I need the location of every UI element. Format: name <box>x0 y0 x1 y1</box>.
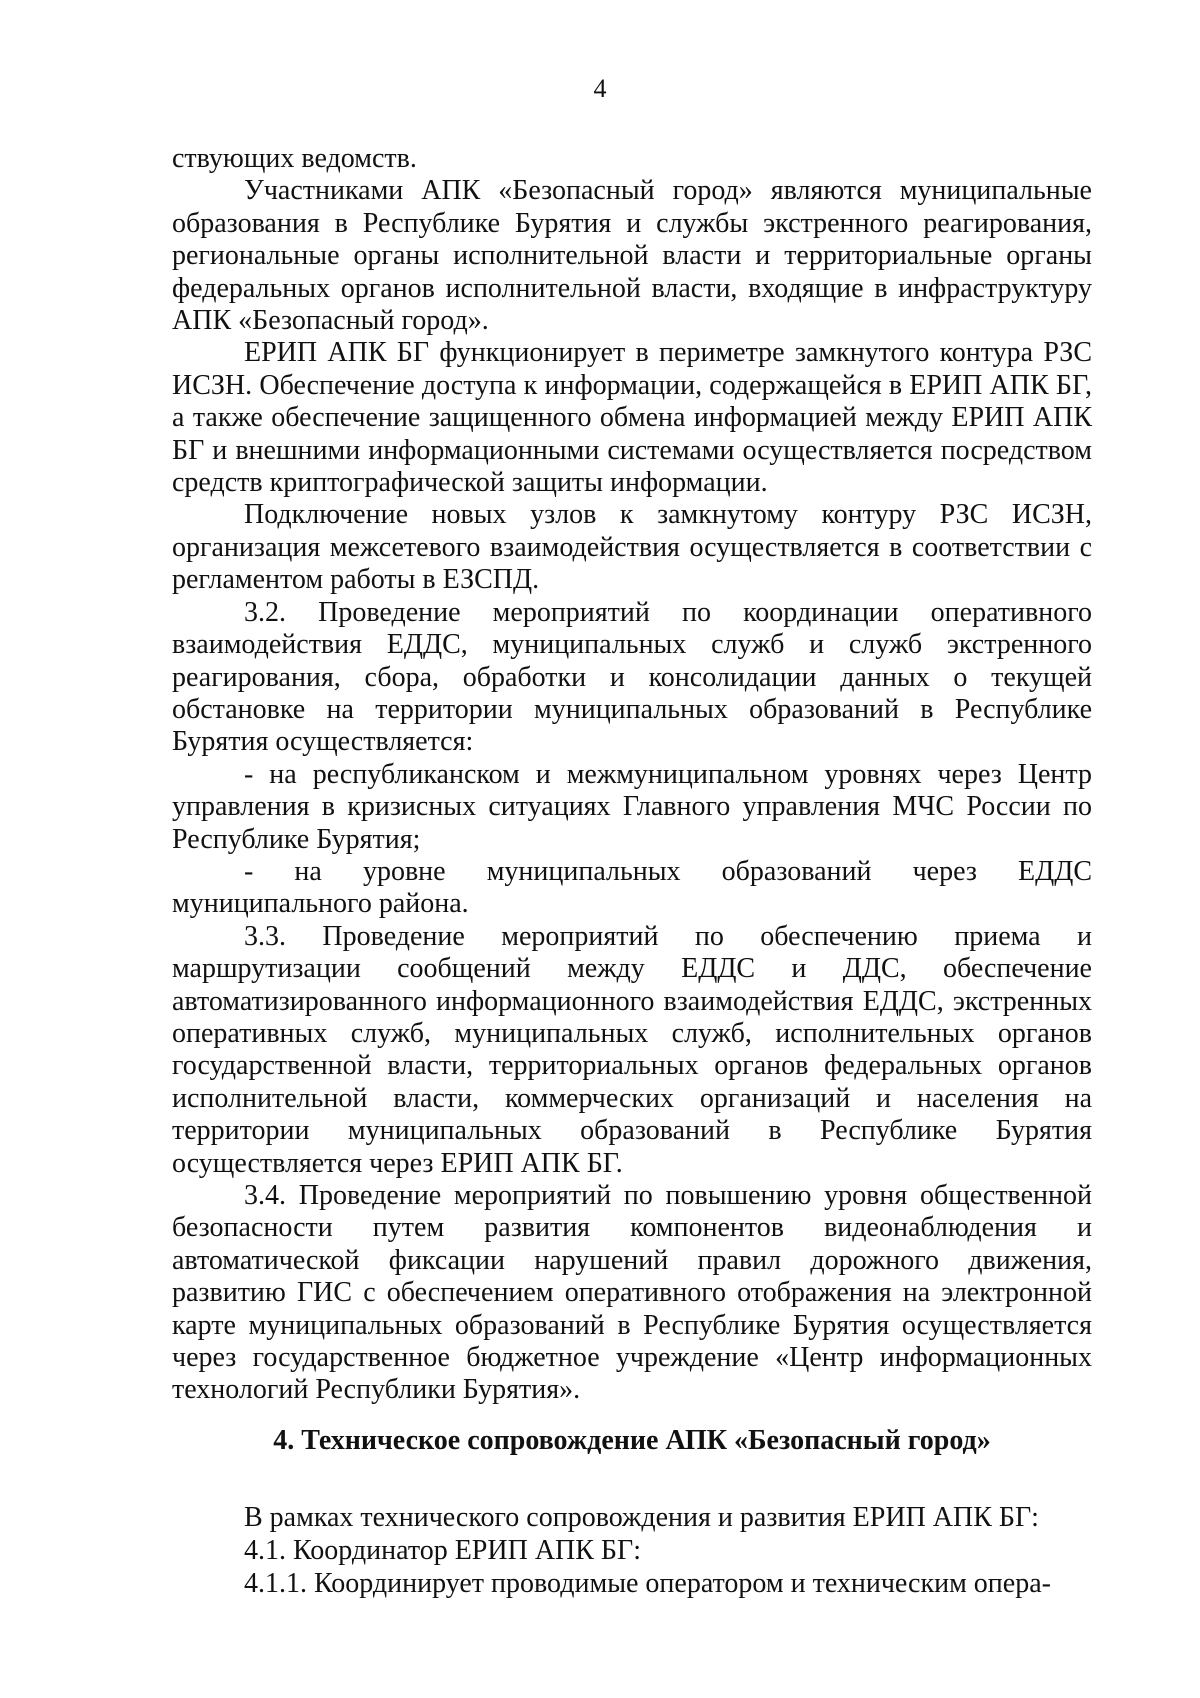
paragraph-3-3: 3.3. Проведение мероприятий по обеспечению приема и маршрутизации сообщений между ЕДДС и ДДС, обеспечение автоматизированного информационного взаимодействия ЕДДС, экстренных оперативных служб, муниципальных служб, исполнительных органов государственной власти, территориальных органов федеральных органов исполнительной власти, коммерческих организаций и населения на территории муниципальных образований в Республике Бурятия осуществляется через ЕРИП АПК БГ. <box>172 920 1092 1179</box>
page-number: 4 <box>593 74 607 103</box>
paragraph-4-1: 4.1. Координатор ЕРИП АПК БГ: <box>244 1535 641 1566</box>
list-item-municipal-level: - на уровне муниципальных образований через ЕДДС муниципального района. <box>172 855 1092 920</box>
list-item-republic-level: - на республиканском и межмуниципальном уровнях через Центр управления в кризисных ситуациях Главного управления МЧС России по Республике Бурятия; <box>172 758 1092 855</box>
paragraph-erip-perimeter: ЕРИП АПК БГ функционирует в периметре замкнутого контура РЗС ИСЗН. Обеспечение доступа к информации, содержащейся в ЕРИП АПК БГ, а также обеспечение защищенного обмена информацией между ЕРИП АПК БГ и внешними информационными системами осуществляется посредством средств криптографической защиты информации. <box>172 337 1092 499</box>
paragraph-continuation: ствующих ведомств. <box>172 143 417 174</box>
body-text <box>172 143 1092 1407</box>
section-4-text <box>172 1501 1092 1600</box>
paragraph-3-2: 3.2. Проведение мероприятий по координации оперативного взаимодействия ЕДДС, муниципальных служб и служб экстренного реагирования, сбора, обработки и консолидации данных о текущей обстановке на территории муниципальных образований в Республике Бурятия осуществляется: <box>172 596 1092 758</box>
section-heading: 4. Техническое сопровождение АПК «Безопасный город» <box>273 1425 991 1456</box>
paragraph-3-4: 3.4. Проведение мероприятий по повышению уровня общественной безопасности путем развития компонентов видеонаблюдения и автоматической фиксации нарушений правил дорожного движения, развитию ГИС с обеспечением оперативного отображения на электронной карте муниципальных образований в Республике Бурятия осуществляется через государственное бюджетное учреждение «Центр информационных технологий Республики Бурятия». <box>172 1180 1092 1406</box>
paragraph-participants: Участниками АПК «Безопасный город» являются муниципальные образования в Республике Бурятия и службы экстренного реагирования, региональные органы исполнительной власти и территориальные органы федеральных органов исполнительной власти, входящие в инфраструктуру АПК «Безопасный город». <box>172 175 1092 337</box>
paragraph-new-nodes: Подключение новых узлов к замкнутому контуру РЗС ИСЗН, организация межсетевого взаимодействия осуществляется в соответствии с регламентом работы в ЕЗСПД. <box>172 499 1092 596</box>
paragraph-section-4-intro: В рамках технического сопровождения и развития ЕРИП АПК БГ: <box>244 1502 1039 1533</box>
paragraph-4-1-1: 4.1.1. Координирует проводимые оператором и техническим опера- <box>244 1568 1051 1599</box>
